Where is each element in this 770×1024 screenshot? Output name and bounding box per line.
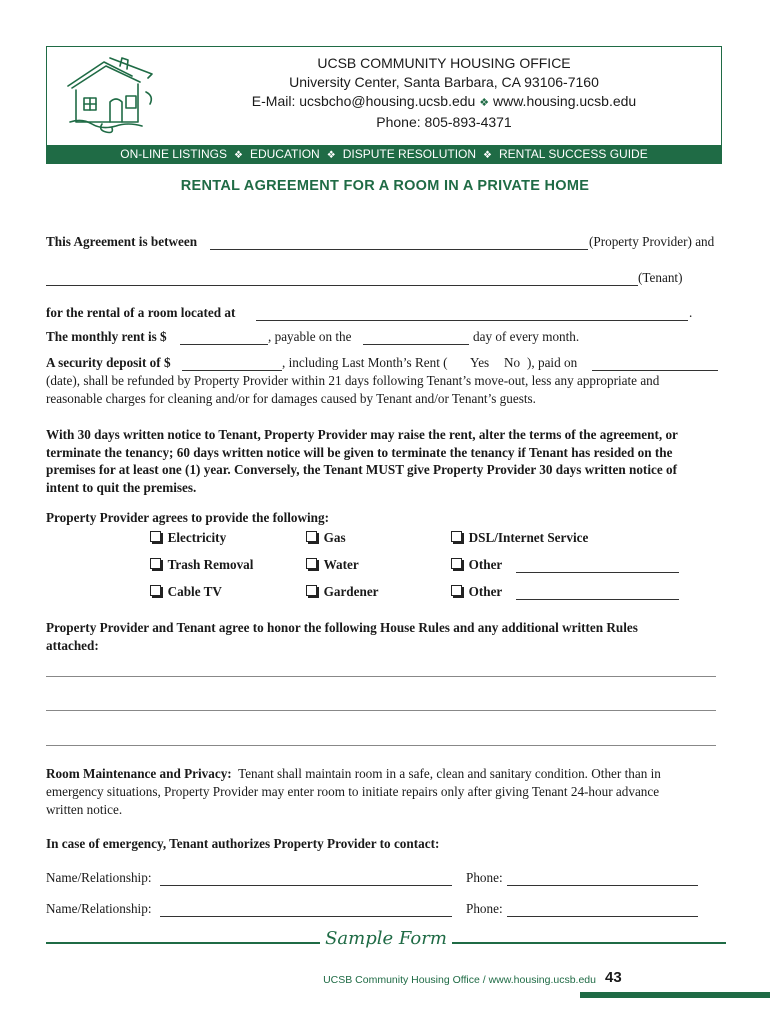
rent-amount-field[interactable] — [180, 344, 268, 345]
between-label: This Agreement is between — [46, 234, 198, 249]
office-name: UCSB COMMUNITY HOUSING OFFICE — [317, 55, 571, 71]
utility-other-1[interactable]: Other — [451, 557, 502, 573]
rent-day-text: day of every month. — [473, 329, 580, 344]
utility-water[interactable]: Water — [306, 557, 359, 573]
checkbox-icon[interactable] — [306, 558, 317, 569]
page-number: 43 — [605, 969, 622, 986]
checkbox-icon[interactable] — [150, 531, 161, 542]
nav-education[interactable]: EDUCATION — [249, 147, 320, 161]
footer-divider — [46, 942, 320, 944]
tenant-suffix: (Tenant) — [638, 270, 683, 285]
nav-dispute-resolution[interactable]: DISPUTE RESOLUTION — [342, 147, 477, 161]
property-provider-field[interactable] — [210, 249, 588, 250]
diamond-icon: ❖ — [326, 150, 336, 161]
property-provider-suffix: (Property Provider) and — [589, 234, 715, 249]
checkbox-icon[interactable] — [451, 585, 462, 596]
deposit-refund-line: (date), shall be refunded by Property Provider within 21 days following Tenant’s move-out, less any appropriate and — [46, 373, 660, 388]
emergency-heading: In case of emergency, Tenant authorizes Property Provider to contact: — [46, 836, 440, 851]
notice-line: intent to quit the premises. — [46, 479, 197, 495]
utilities-heading: Property Provider agrees to provide the following: — [46, 510, 330, 525]
deposit-including-text: , including Last Month’s Rent ( — [282, 355, 448, 370]
notice-line: terminate the tenancy; 60 days written notice will be given to terminate the tenancy if Tenant has resided on the — [46, 444, 673, 460]
rental-location-label: for the rental of a room located at — [46, 305, 236, 320]
rent-label: The monthly rent is $ — [46, 329, 167, 344]
utility-trash-removal[interactable]: Trash Removal — [150, 557, 253, 573]
emergency-phone-field[interactable] — [507, 916, 698, 917]
utility-cable-tv[interactable]: Cable TV — [150, 584, 222, 600]
house-rules-line: Property Provider and Tenant agree to honor the following House Rules and any additional written Rules — [46, 620, 638, 635]
rent-payable-text: , payable on the — [268, 329, 352, 344]
office-website[interactable]: www.housing.ucsb.edu — [493, 93, 637, 109]
sample-form-watermark: Sample Form — [325, 928, 447, 949]
utility-dsl-internet[interactable]: DSL/Internet Service — [451, 530, 588, 546]
checkbox-icon[interactable] — [306, 585, 317, 596]
emergency-name-label: Name/Relationship: — [46, 901, 152, 916]
deposit-amount-field[interactable] — [182, 370, 282, 371]
notice-paragraph — [46, 426, 746, 496]
emergency-phone-label: Phone: — [466, 901, 503, 916]
diamond-icon: ❖ — [479, 97, 490, 109]
checkbox-icon[interactable] — [150, 585, 161, 596]
diamond-icon: ❖ — [483, 150, 493, 161]
utility-other-1-field[interactable] — [516, 572, 679, 573]
office-email-website — [46, 92, 722, 113]
utility-other-2-field[interactable] — [516, 599, 679, 600]
footer-divider — [452, 942, 726, 944]
deposit-date-field[interactable] — [592, 370, 718, 371]
notice-line: premises for at least one (1) year. Conversely, the Tenant MUST give Property Provider 30 days written notice of — [46, 462, 677, 477]
house-rules-field[interactable] — [46, 745, 716, 746]
deposit-label: A security deposit of $ — [46, 355, 171, 370]
footer-text: UCSB Community Housing Office / www.housing.ucsb.edu — [323, 974, 596, 986]
house-rules-line: attached: — [46, 637, 99, 653]
nav-rental-success-guide[interactable]: RENTAL SUCCESS GUIDE — [499, 147, 648, 161]
deposit-paid-on-text: ), paid on — [527, 355, 578, 370]
emergency-phone-label: Phone: — [466, 870, 503, 885]
utility-electricity[interactable]: Electricity — [150, 530, 226, 546]
office-email[interactable]: E-Mail: ucsbcho@housing.ucsb.edu — [251, 93, 476, 109]
office-phone: Phone: 805-893-4371 — [376, 114, 512, 130]
deposit-no-option[interactable]: No — [504, 355, 521, 370]
maintenance-line-3: written notice. — [46, 802, 123, 817]
utility-gas[interactable]: Gas — [306, 530, 346, 546]
maintenance-text: Tenant shall maintain room in a safe, clean and sanitary condition. Other than in — [238, 766, 661, 781]
maintenance-line-2: emergency situations, Property Provider may enter room to initiate repairs only after giving Tenant 24-hour advance — [46, 784, 660, 799]
maintenance-label: Room Maintenance and Privacy: — [46, 766, 232, 781]
checkbox-icon[interactable] — [451, 558, 462, 569]
house-rules-heading — [46, 619, 746, 654]
utility-gardener[interactable]: Gardener — [306, 584, 379, 600]
office-address: University Center, Santa Barbara, CA 93106-7160 — [289, 74, 599, 90]
emergency-name-label: Name/Relationship: — [46, 870, 152, 885]
utility-other-2[interactable]: Other — [451, 584, 502, 600]
deposit-yes-option[interactable]: Yes — [470, 355, 490, 370]
emergency-name-field[interactable] — [160, 885, 452, 886]
footer-accent-bar — [580, 992, 770, 998]
rent-day-field[interactable] — [363, 344, 469, 345]
emergency-phone-field[interactable] — [507, 885, 698, 886]
period: . — [689, 305, 693, 320]
notice-line: With 30 days written notice to Tenant, Property Provider may raise the rent, alter the terms of the agreement, or — [46, 427, 678, 442]
header-contact-block — [46, 54, 722, 132]
diamond-icon: ❖ — [233, 150, 243, 161]
checkbox-icon[interactable] — [306, 531, 317, 542]
header-nav-bar — [46, 145, 722, 164]
house-rules-field[interactable] — [46, 710, 716, 711]
emergency-name-field[interactable] — [160, 916, 452, 917]
house-rules-field[interactable] — [46, 676, 716, 677]
deposit-charges-line: reasonable charges for cleaning and/or for damages caused by Tenant and/or Tenant’s guests. — [46, 391, 536, 406]
rental-location-field[interactable] — [256, 320, 688, 321]
maintenance-line-1 — [46, 766, 661, 782]
tenant-field[interactable] — [46, 285, 638, 286]
nav-online-listings[interactable]: ON-LINE LISTINGS — [120, 147, 227, 161]
checkbox-icon[interactable] — [150, 558, 161, 569]
document-title: RENTAL AGREEMENT FOR A ROOM IN A PRIVATE HOME — [180, 178, 590, 194]
checkbox-icon[interactable] — [451, 531, 462, 542]
